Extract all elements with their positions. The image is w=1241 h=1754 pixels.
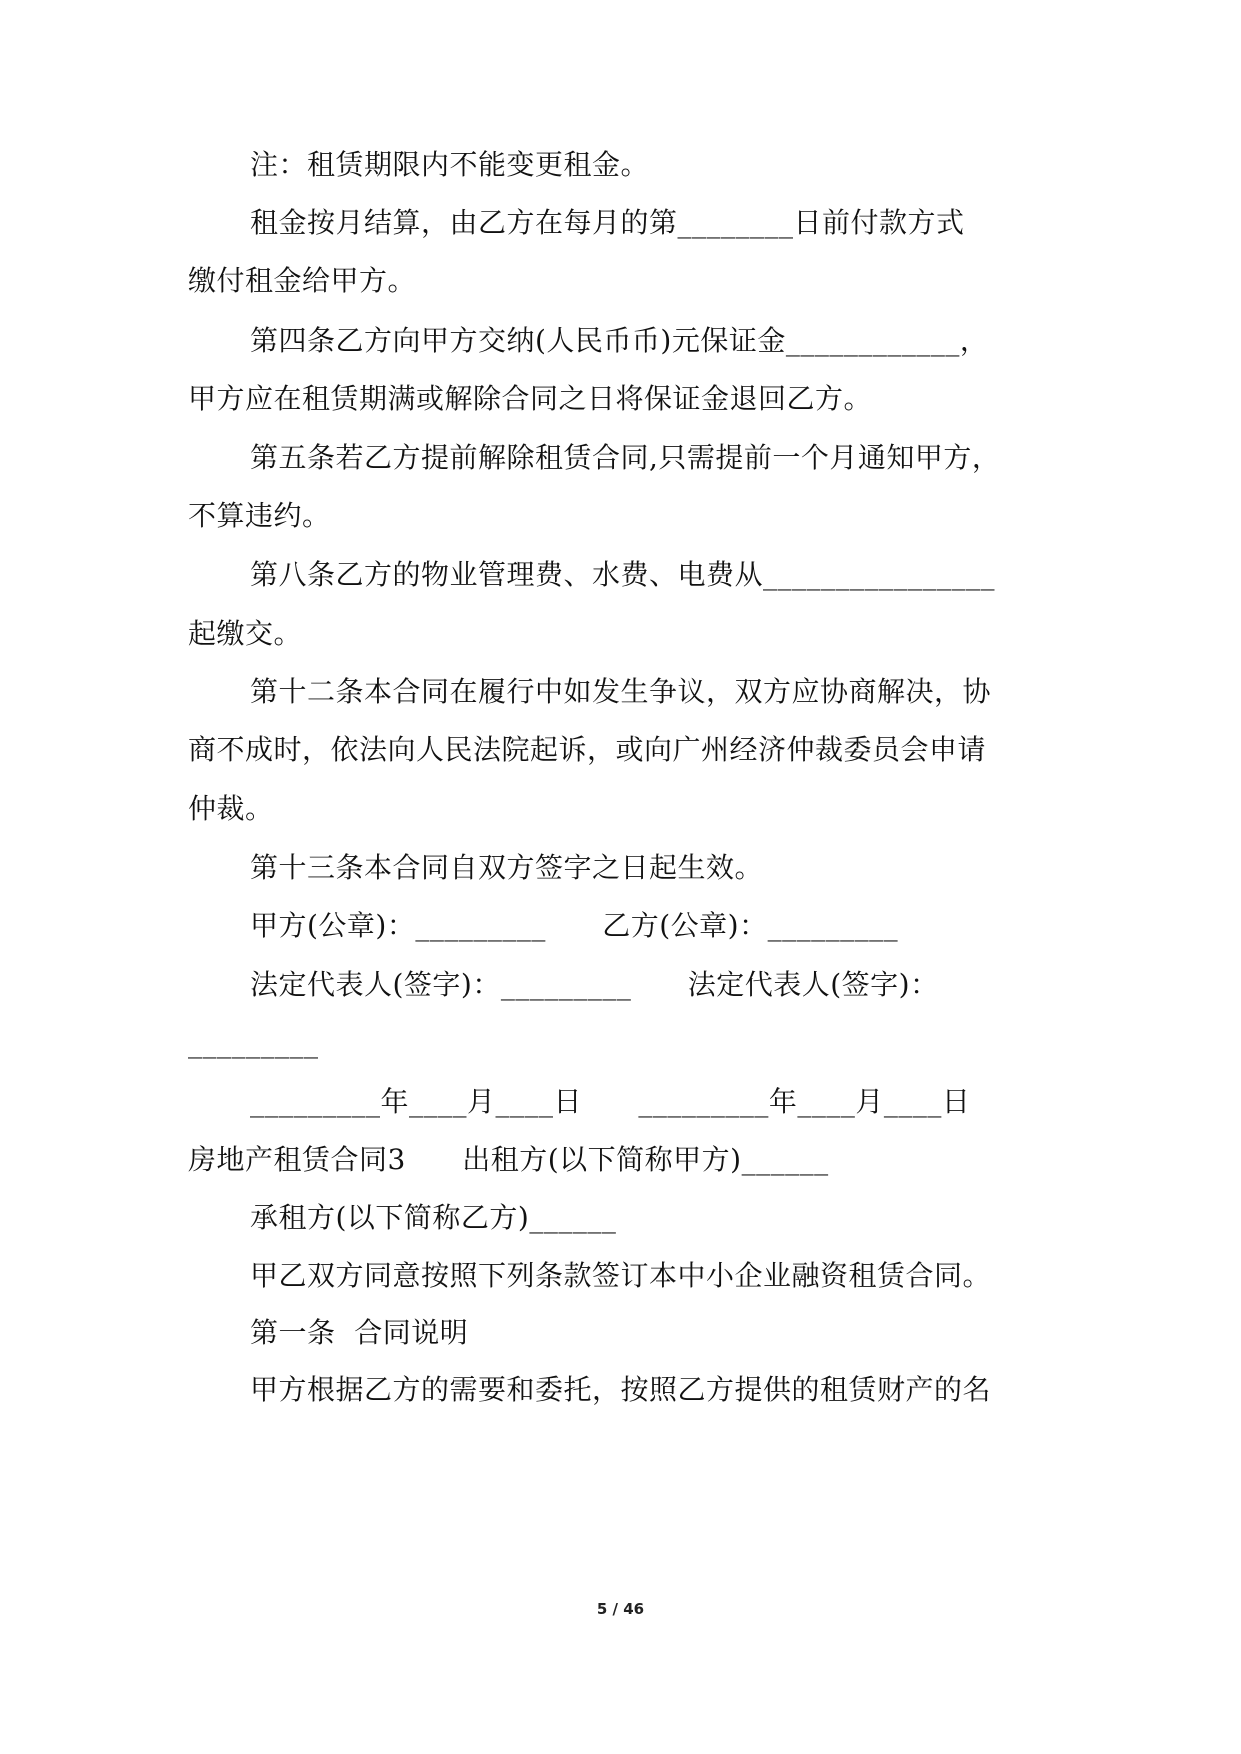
date-line: _________年____月____日 _________年____月____日 [250,1085,971,1118]
text-line: 不算违约。 [188,499,331,532]
text-line: 甲乙双方同意按照下列条款签订本中小企业融资租赁合同。 [250,1259,992,1292]
text-line: 起缴交。 [188,617,303,650]
signature-line: _________ [188,1026,319,1059]
text-line: 第五条若乙方提前解除租赁合同,只需提前一个月通知甲方， [250,441,1001,474]
text-line: 注：租赁期限内不能变更租金。 [250,148,650,181]
page-number: 5 / 46 [596,1600,645,1618]
text-line: 第八条乙方的物业管理费、水费、电费从________________ [250,558,996,591]
text-line: 仲裁。 [188,792,274,825]
text-line: 第四条乙方向甲方交纳(人民币币)元保证金____________， [250,324,989,357]
text-line: 租金按月结算，由乙方在每月的第________日前付款方式 [250,206,965,239]
text-line: 缴付租金给甲方。 [188,264,417,297]
text-line: 商不成时，依法向人民法院起诉，或向广州经济仲裁委员会申请 [188,733,987,766]
signature-line: 甲方(公章)：_________ 乙方(公章)：_________ [250,909,899,942]
signature-line: 法定代表人(签字)：_________ 法定代表人(签字)： [250,968,939,1001]
text-line: 第十三条本合同自双方签字之日起生效。 [250,851,764,884]
text-line: 甲方应在租赁期满或解除合同之日将保证金退回乙方。 [188,382,873,415]
text-line: 第一条 合同说明 [250,1316,469,1349]
text-line: 甲方根据乙方的需要和委托，按照乙方提供的租赁财产的名 [250,1373,992,1406]
text-line: 第十二条本合同在履行中如发生争议，双方应协商解决，协 [250,675,992,708]
text-line: 房地产租赁合同3 出租方(以下简称甲方)______ [188,1143,829,1176]
text-line: 承租方(以下简称乙方)______ [250,1201,617,1234]
